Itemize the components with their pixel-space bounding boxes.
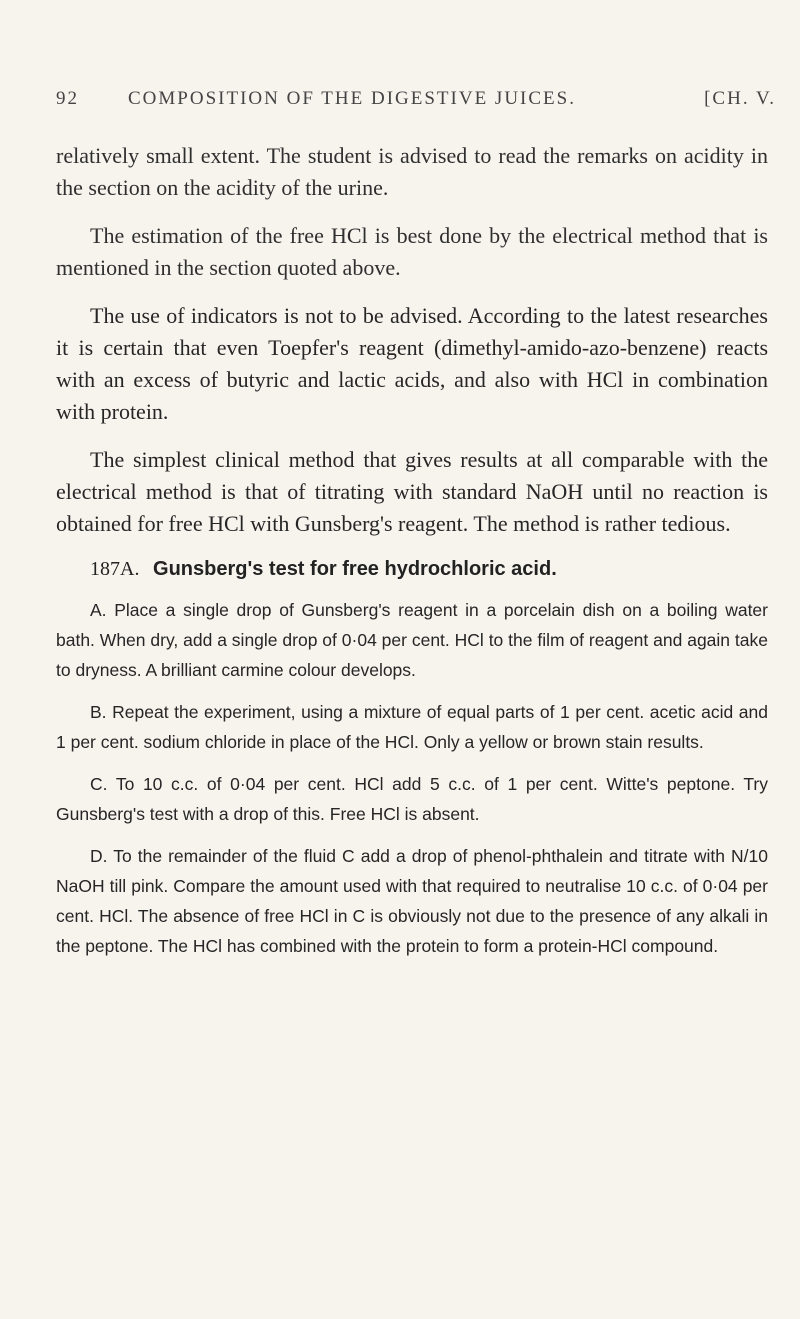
step-c: C. To 10 c.c. of 0·04 per cent. HCl add 5 c.c. of 1 per cent. Witte's peptone. Try Gunsberg's test with a drop of this. Free HCl is absent. [56,774,768,824]
step-b: B. Repeat the experiment, using a mixture of equal parts of 1 per cent. acetic acid and 1 per cent. sodium chloride in place of the HCl. Only a yellow or brown stain results. [56,702,768,752]
running-title: COMPOSITION OF THE DIGESTIVE JUICES. [128,88,576,109]
running-header [56,88,776,118]
paragraph-estimation: The estimation of the free HCl is best done by the electrical method that is mentioned in the section quoted above. [56,223,768,280]
paragraph-indicators: The use of indicators is not to be advised. According to the latest researches it is certain that even Toepfer's reagent (dimethyl-amido-azo-benzene) reacts with an excess of butyric and lactic acids, and also with HCl in combination with protein. [56,303,768,424]
page-body [56,140,768,973]
page-number: 92 [56,88,79,109]
step-d: D. To the remainder of the fluid C add a drop of phenol-phthalein and titrate with N/10 NaOH till pink. Compare the amount used with that required to neutralise 10 c.c. of 0·04 per cent. HCl. The absence of free HCl in C is obviously not due to the presence of any alkali in the peptone. The HCl has combined with the protein to form a protein-HCl compound. [56,846,768,956]
section-title: Gunsberg's test for free hydrochloric acid. [153,558,557,580]
paragraph-clinical-method: The simplest clinical method that gives results at all comparable with the electrical method is that of titrating with standard NaOH until no reaction is obtained for free HCl with Gunsberg's reagent. The method is rather tedious. [56,447,768,536]
section-heading [90,558,768,581]
chapter-reference: [CH. V. [704,88,776,109]
paragraph-continuation: relatively small extent. The student is advised to read the remarks on acidity in the section on the acidity of the urine. [56,143,768,200]
step-a: A. Place a single drop of Gunsberg's reagent in a porcelain dish on a boiling water bath. When dry, add a single drop of 0·04 per cent. HCl to the film of reagent and again take to dryness. A brilliant carmine colour develops. [56,600,768,680]
section-number: 187A. [90,558,140,580]
